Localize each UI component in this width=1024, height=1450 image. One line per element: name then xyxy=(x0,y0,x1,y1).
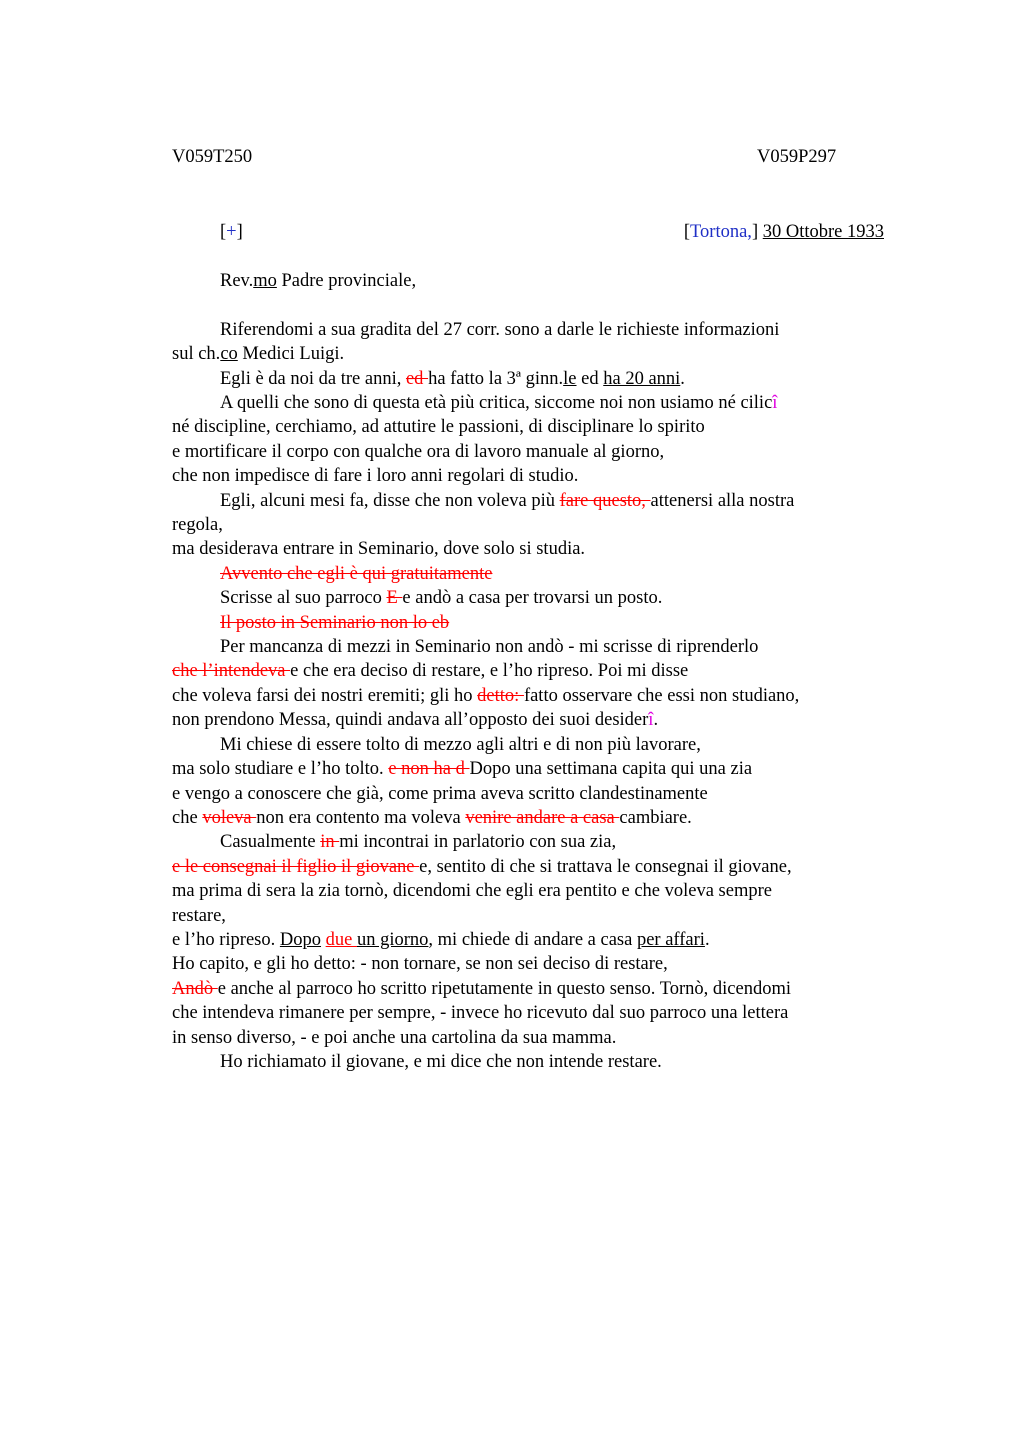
text-line: Casualmente in mi incontrai in parlatorio con sua zia, xyxy=(220,832,617,852)
archive-code-left: V059T250 xyxy=(172,147,253,167)
text-line: che voleva non era contento ma voleva venire andare a casa cambiare. xyxy=(172,808,692,828)
text-line: ma prima di sera la zia tornò, dicendomi che egli era pentito e che voleva sempre xyxy=(172,881,772,901)
text-line: che voleva farsi dei nostri eremiti; gli ho detto: fatto osservare che essi non studiano, xyxy=(172,686,800,706)
text-line: Egli, alcuni mesi fa, disse che non voleva più fare questo, attenersi alla nostra xyxy=(220,491,795,511)
deleted-line: Il posto in Seminario non lo eb xyxy=(220,613,450,633)
text-line: regola, xyxy=(172,515,223,535)
text-line: Per mancanza di mezzi in Seminario non andò - mi scrisse di riprenderlo xyxy=(220,637,759,657)
text-line: che intendeva rimanere per sempre, - invece ho ricevuto dal suo parroco una lettera xyxy=(172,1003,789,1023)
text-line: non prendono Messa, quindi andava all’opposto dei suoi desiderî. xyxy=(172,710,659,730)
text-line: ma desiderava entrare in Seminario, dove solo si studia. xyxy=(172,539,586,559)
text-line: e l’ho ripreso. Dopo due un giorno, mi chiede di andare a casa per affari. xyxy=(172,930,710,950)
cross-mark: [+] xyxy=(220,222,243,242)
text-line: e mortificare il corpo con qualche ora di lavoro manuale al giorno, xyxy=(172,442,665,462)
text-line: Egli è da noi da tre anni, ed ha fatto la 3ª ginn.le ed ha 20 anni. xyxy=(220,369,685,389)
text-line: che l’intendeva e che era deciso di restare, e l’ho ripreso. Poi mi disse xyxy=(172,661,689,681)
text-line: che non impedisce di fare i loro anni regolari di studio. xyxy=(172,466,579,486)
date: 30 Ottobre 1933 xyxy=(762,222,884,242)
text-line: A quelli che sono di questa età più critica, siccome noi non usiamo né cilicî xyxy=(220,393,778,413)
text-line: Scrisse al suo parroco E e andò a casa per trovarsi un posto. xyxy=(220,588,663,608)
text-line: sul ch.co Medici Luigi. xyxy=(172,344,345,364)
dateline: [Tortona,] 30 Ottobre 1933 xyxy=(683,222,884,242)
salutation: Rev.mo Padre provinciale, xyxy=(220,271,417,291)
text-line: restare, xyxy=(172,906,226,926)
archive-code-right: V059P297 xyxy=(757,147,837,167)
text-line: in senso diverso, - e poi anche una cartolina da sua mamma. xyxy=(172,1028,617,1048)
text-line: e vengo a conoscere che già, come prima aveva scritto clandestinamente xyxy=(172,784,708,804)
text-line: Riferendomi a sua gradita del 27 corr. sono a darle le richieste informazioni xyxy=(220,320,780,340)
text-line: Ho richiamato il giovane, e mi dice che non intende restare. xyxy=(220,1052,662,1072)
text-line: e le consegnai il figlio il giovane e, sentito di che si trattava le consegnai il giovane, xyxy=(172,857,792,877)
text-line: Mi chiese di essere tolto di mezzo agli altri e di non più lavorare, xyxy=(220,735,701,755)
text-line: Ho capito, e gli ho detto: - non tornare, se non sei deciso di restare, xyxy=(172,954,668,974)
text-line: né discipline, cerchiamo, ad attutire le passioni, di disciplinare lo spirito xyxy=(172,417,705,437)
deleted-line: Avvento che egli è qui gratuitamente xyxy=(220,564,493,584)
text-line: Andò e anche al parroco ho scritto ripetutamente in questo senso. Tornò, dicendomi xyxy=(172,979,791,999)
text-line: ma solo studiare e l’ho tolto. e non ha d Dopo una settimana capita qui una zia xyxy=(172,759,753,779)
